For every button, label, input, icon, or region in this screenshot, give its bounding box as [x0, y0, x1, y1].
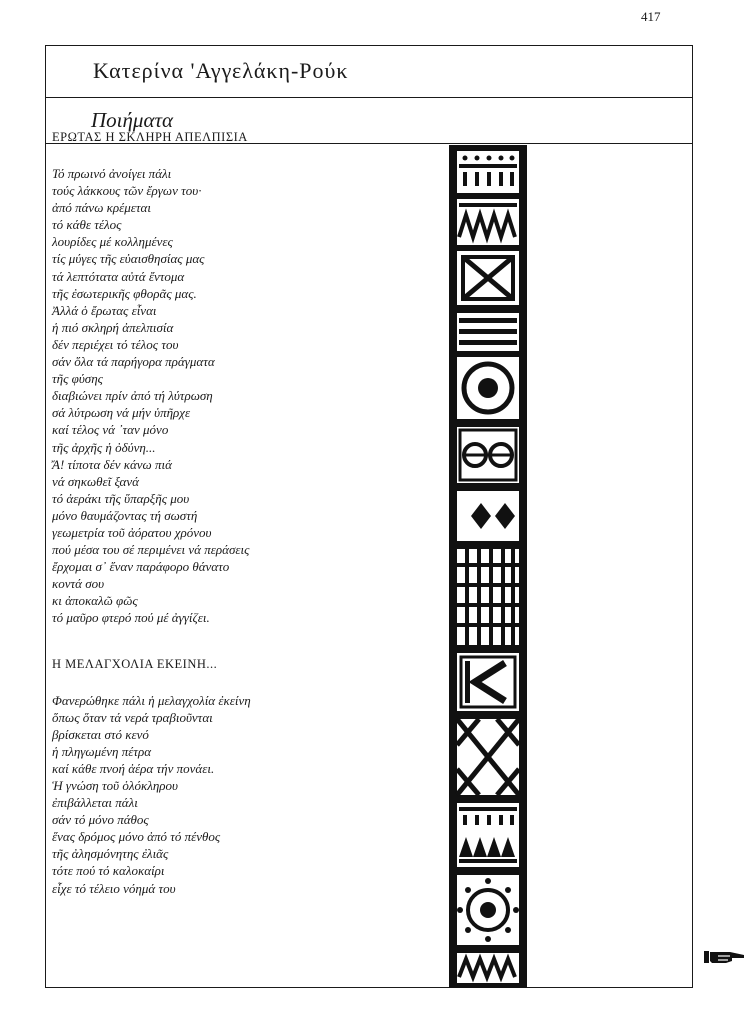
poem-line: κι ἀποκαλῶ φῶς — [52, 593, 138, 609]
poem-line: τό μαῦρο φτερό πού μέ ἀγγίζει. — [52, 610, 210, 626]
poem-line: γεωμετρία τοῦ ἀόρατου χρόνου — [52, 524, 212, 540]
poem-line: ἕνας δρόμος μόνο ἀπό τό πένθος — [52, 829, 221, 845]
poem-line: βρίσκεται στό κενό — [52, 726, 149, 742]
poem-line: ἐπιβάλλεται πάλι — [52, 795, 138, 811]
poem-title: Η ΜΕΛΑΓΧΟΛΙΑ ΕΚΕΙΝΗ... — [52, 656, 218, 671]
poem-line: καί κάθε πνοή ἀέρα τήν πονάει. — [52, 760, 215, 776]
poem-line: διαβιώνει πρίν ἀπό τή λύτρωση — [52, 388, 213, 404]
poem-line: σά λύτρωση νά μήν ὑπῆρχε — [52, 405, 191, 421]
poem-line: καί τέλος νά ᾽ταν μόνο — [52, 422, 169, 438]
poem-line: Τό πρωινό ἀνοίγει πάλι — [52, 166, 172, 181]
poem-line: τότε πού τό καλοκαίρι — [52, 863, 165, 879]
author-name: Κατερίνα 'Αγγελάκη-Ρούκ — [93, 58, 349, 83]
collection-title: Ποιήματα — [91, 108, 174, 132]
poem-1 — [52, 130, 392, 627]
poem-line: τῆς φύσης — [52, 371, 103, 387]
tribal-totem-illustration — [449, 145, 527, 988]
poem-line: Ἄ! τίποτα δέν κάνω πιά — [52, 456, 172, 472]
poem-line: Φανερώθηκε πάλι ἡ μελαγχολία ἐκείνη — [52, 692, 251, 708]
poem-line: εἶχε τό τέλειο νόημά του — [52, 880, 176, 896]
poem-line: τίς μύγες τῆς εὐαισθησίας μας — [52, 251, 205, 267]
poem-line: μόνο θαυμάζοντας τή σωστή — [52, 507, 198, 523]
poem-line: λουρίδες μέ κολλημένες — [52, 234, 173, 250]
poem-line: τά λεπτότατα αὐτά ἔντομα — [52, 268, 185, 284]
poem-lines — [52, 165, 392, 627]
poem-lines — [52, 692, 392, 897]
poem-line: τῆς ἀρχῆς ἡ ὀδύνη... — [52, 439, 156, 455]
poem-line: ὅπως ὅταν τά νερά τραβιοῦνται — [52, 709, 213, 725]
poem-line: δέν περιέχει τό τέλος του — [52, 336, 179, 352]
poem-line: νά σηκωθεῖ ξανά — [52, 473, 139, 489]
poem-line: τῆς ἐσωτερικῆς φθορᾶς μας. — [52, 285, 197, 301]
poem-line: τούς λάκκους τῶν ἔργων του· — [52, 183, 202, 199]
author-header — [46, 46, 692, 98]
poem-line: πού μέσα του σέ περιμένει νά περάσεις — [52, 542, 250, 558]
poem-line: Ἀλλά ὁ ἔρωτας εἶναι — [52, 302, 157, 318]
poem-line: τό κάθε τέλος — [52, 217, 122, 233]
poem-line: ἡ πληγωμένη πέτρα — [52, 743, 152, 759]
pointing-hand-icon — [704, 947, 746, 965]
poem-line: ἀπό πάνω κρέμεται — [52, 200, 151, 216]
poem-2 — [52, 657, 392, 897]
poem-line: ἡ πιό σκληρή ἀπελπισία — [52, 319, 174, 335]
poem-line: ἔρχομαι σ᾽ ἕναν παράφορο θάνατο — [52, 559, 230, 575]
poem-line: τό ἀεράκι τῆς ὕπαρξῆς μου — [52, 490, 190, 506]
poem-line: σάν ὅλα τά παρήγορα πράγματα — [52, 354, 215, 370]
poem-line: Ἡ γνώση τοῦ ὁλόκληρου — [52, 778, 179, 793]
poem-title: ΕΡΩΤΑΣ Η ΣΚΛΗΡΗ ΑΠΕΛΠΙΣΙΑ — [52, 130, 248, 144]
poem-line: τῆς ἀλησμόνητης ἐλιᾶς — [52, 846, 169, 862]
poems-column — [52, 130, 392, 897]
page-number: 417 — [641, 9, 661, 24]
poem-line: σάν τό μόνο πάθος — [52, 812, 149, 828]
poem-line: κοντά σου — [52, 576, 105, 592]
